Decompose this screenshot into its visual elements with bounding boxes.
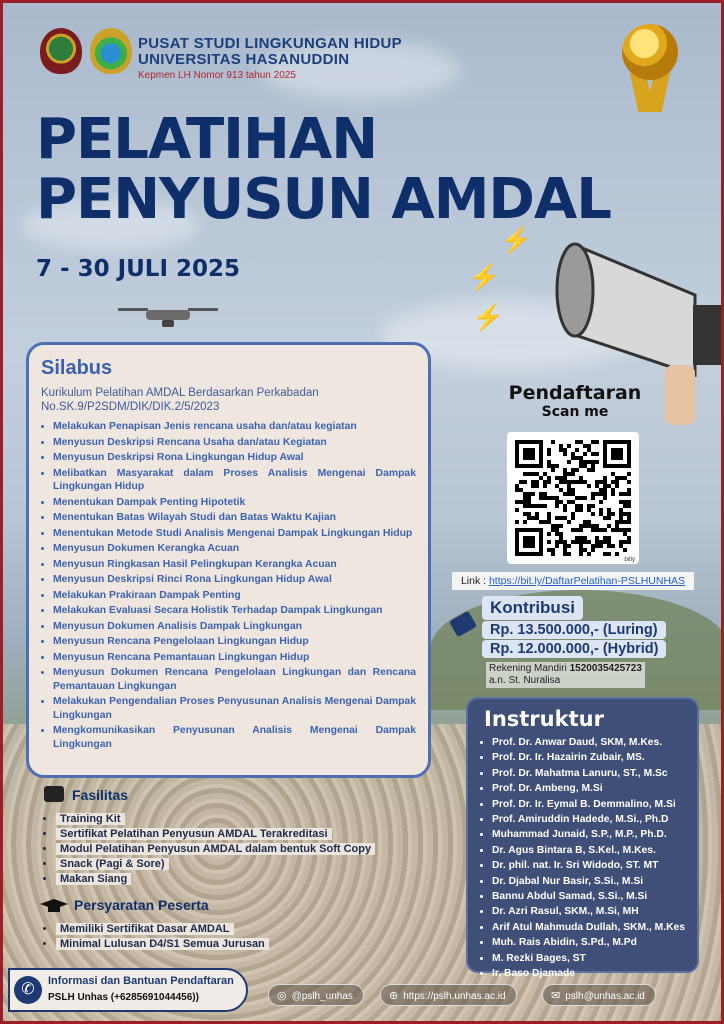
instructor-item: • Prof. Dr. Ambeng, M.Si (492, 781, 687, 796)
silabus-item: • Menentukan Batas Wilayah Studi dan Batas Waktu Kajian (53, 511, 416, 525)
requirement-item (56, 937, 269, 952)
silabus-item: • Mengkomunikasikan Penyusunan Analisis Mengenai Dampak Lingkungan (53, 724, 416, 751)
account-name: a.n. St. Nuralisa (489, 675, 561, 686)
facility-item-text: Training Kit (56, 813, 125, 825)
facility-item-text: Sertifikat Pelatihan Penyusun AMDAL Terakreditasi (56, 828, 332, 840)
instructor-item: • Ir. Baso Djamade (492, 966, 687, 981)
page-title (36, 107, 611, 232)
org-name: PUSAT STUDI LINGKUNGAN HIDUP (138, 35, 402, 52)
sound-burst-icon: ⚡ (500, 225, 533, 255)
email-address: pslh@unhas.ac.id (565, 991, 645, 1002)
silabus-item: • Melakukan Prakiraan Dampak Penting (53, 589, 416, 603)
sound-burst-icon: ⚡ (468, 262, 501, 292)
help-title: Informasi dan Bantuan Pendaftaran (48, 975, 234, 987)
requirements-heading: Persyaratan Peserta (74, 897, 209, 913)
account-number: 1520035425723 (569, 663, 642, 674)
instructor-item: • Prof. Dr. Mahatma Lanuru, ST., M.Sc (492, 766, 687, 781)
instructor-item: • Prof. Amiruddin Hadede, M.Si., Ph.D (492, 812, 687, 827)
silabus-item: • Melakukan Pengendalian Proses Penyusunan Analisis Mengenai Dampak Lingkungan (53, 695, 416, 722)
whatsapp-icon: ✆ (14, 976, 42, 1004)
registration-block (500, 382, 650, 420)
instructor-list (478, 735, 687, 982)
silabus-list (41, 420, 416, 751)
medal-icon (618, 24, 682, 116)
silabus-heading: Silabus (41, 357, 113, 379)
bank-account (486, 662, 645, 688)
scan-me-label: Scan me (541, 404, 609, 420)
qr-code-pattern (515, 440, 631, 556)
facility-item-text: Snack (Pagi & Sore) (56, 858, 169, 870)
pslh-logo (90, 28, 132, 74)
silabus-item: • Menyusun Dokumen Kerangka Acuan (53, 542, 416, 556)
silabus-item: • Menentukan Metode Studi Analisis Mengenai Dampak Lingkungan Hidup (53, 527, 416, 541)
website-url: https://pslh.unhas.ac.id (403, 991, 506, 1002)
instructor-item: • Prof. Dr. Ir. Eymal B. Demmalino, M.Si (492, 797, 687, 812)
instagram-icon: ◎ (277, 990, 287, 1002)
globe-icon: ⊕ (389, 990, 399, 1002)
instructor-panel (466, 697, 699, 980)
contribution-heading: Kontribusi (482, 596, 583, 620)
requirement-item-text: Minimal Lulusan D4/S1 Semua Jurusan (56, 938, 269, 950)
facilities-list (42, 812, 375, 887)
qr-caption: bitly (624, 557, 635, 563)
instructor-item: • Dr. Agus Bintara B, S.Kel., M.Kes. (492, 843, 687, 858)
price-luring: Rp. 13.500.000,- (Luring) (482, 621, 666, 639)
event-dates: 7 - 30 JULI 2025 (36, 256, 241, 282)
facility-item-text: Makan Siang (56, 873, 131, 885)
silabus-item: • Menyusun Deskripsi Rinci Rona Lingkungan Hidup Awal (53, 573, 416, 587)
curriculum-reference: Kurikulum Pelatihan AMDAL Berdasarkan Perkabadan No.SK.9/P2SDM/DIK/DIK.2/5/2023 (41, 387, 319, 413)
instructor-item: • Dr. phil. nat. Ir. Sri Widodo, ST. MT (492, 858, 687, 873)
registration-link-bar (452, 572, 694, 590)
instructor-item: • M. Rezki Bages, ST (492, 951, 687, 966)
silabus-item: • Menentukan Dampak Penting Hipotetik (53, 496, 416, 510)
account-label: Rekening Mandiri (489, 663, 570, 674)
instructor-item: • Muhammad Junaid, S.P., M.P., Ph.D. (492, 827, 687, 842)
registration-link[interactable]: https://bit.ly/DaftarPelatihan-PSLHUNHAS (488, 575, 686, 587)
facility-item-text: Modul Pelatihan Penyusun AMDAL dalam bentuk Soft Copy (56, 843, 375, 855)
decree-text: Kepmen LH Nomor 913 tahun 2025 (138, 70, 296, 81)
drone-icon (118, 300, 218, 330)
instructor-item: • Bannu Abdul Samad, S.Si., M.Si (492, 889, 687, 904)
sound-burst-icon: ⚡ (472, 302, 505, 332)
silabus-item: • Melibatkan Masyarakat dalam Proses Analisis Mengenai Dampak Lingkungan Hidup (53, 467, 416, 494)
silabus-item: • Menyusun Dokumen Analisis Dampak Lingkungan (53, 620, 416, 634)
facility-item (56, 827, 375, 842)
silabus-item: • Menyusun Ringkasan Hasil Pelingkupan Kerangka Acuan (53, 558, 416, 572)
silabus-item: • Menyusun Deskripsi Rona Lingkungan Hidup Awal (53, 451, 416, 465)
help-contact[interactable] (8, 968, 248, 1012)
silabus-item: • Menyusun Rencana Pemantauan Lingkungan Hidup (53, 651, 416, 665)
title-line-1: PELATIHAN (36, 107, 378, 172)
title-line-2: PENYUSUN AMDAL (36, 167, 611, 232)
instructor-item: • Prof. Dr. Ir. Hazairin Zubair, MS. (492, 750, 687, 765)
requirements-list (42, 922, 269, 952)
silabus-item: • Melakukan Evaluasi Secara Holistik Terhadap Dampak Lingkungan (53, 604, 416, 618)
briefcase-icon (44, 786, 64, 802)
help-phone: PSLH Unhas (+6285691044456)) (48, 992, 199, 1003)
university-name: UNIVERSITAS HASANUDDIN (138, 51, 350, 68)
silabus-item: • Menyusun Rencana Pengelolaan Lingkungan Hidup (53, 635, 416, 649)
silabus-item: • Melakukan Penapisan Jenis rencana usaha dan/atau kegiatan (53, 420, 416, 434)
mail-icon: ✉ (551, 990, 561, 1002)
instructor-item: • Muh. Rais Abidin, S.Pd., M.Pd (492, 935, 687, 950)
email-link[interactable] (542, 984, 656, 1006)
facilities-heading: Fasilitas (72, 787, 129, 803)
university-logo (40, 28, 82, 74)
instructor-item: • Dr. Djabal Nur Basir, S.Si., M.Si (492, 874, 687, 889)
facility-item (56, 872, 375, 887)
facility-item (56, 842, 375, 857)
price-hybrid: Rp. 12.000.000,- (Hybrid) (482, 640, 666, 658)
instructor-heading: Instruktur (484, 707, 604, 731)
instructor-item: • Dr. Azri Rasul, SKM., M.Si, MH (492, 904, 687, 919)
qr-code[interactable] (507, 432, 639, 564)
requirement-item-text: Memiliki Sertifikat Dasar AMDAL (56, 923, 234, 935)
organization-block (138, 36, 402, 81)
silabus-panel (26, 342, 431, 778)
instagram-handle: @pslh_unhas (291, 991, 353, 1002)
facility-item (56, 812, 375, 827)
facility-item (56, 857, 375, 872)
instructor-item: • Arif Atul Mahmuda Dullah, SKM., M.Kes (492, 920, 687, 935)
link-label: Link : (460, 575, 489, 587)
graduation-cap-icon (40, 899, 68, 913)
website-link[interactable] (380, 984, 517, 1006)
instagram-link[interactable] (268, 984, 364, 1006)
instructor-item: • Prof. Dr. Anwar Daud, SKM, M.Kes. (492, 735, 687, 750)
silabus-item: • Menyusun Deskripsi Rencana Usaha dan/atau Kegiatan (53, 436, 416, 450)
registration-heading: Pendaftaran (508, 382, 642, 404)
silabus-item: • Menyusun Dokumen Rencana Pengelolaan Lingkungan dan Rencana Pemantauan Lingkungan (53, 666, 416, 693)
requirement-item (56, 922, 269, 937)
